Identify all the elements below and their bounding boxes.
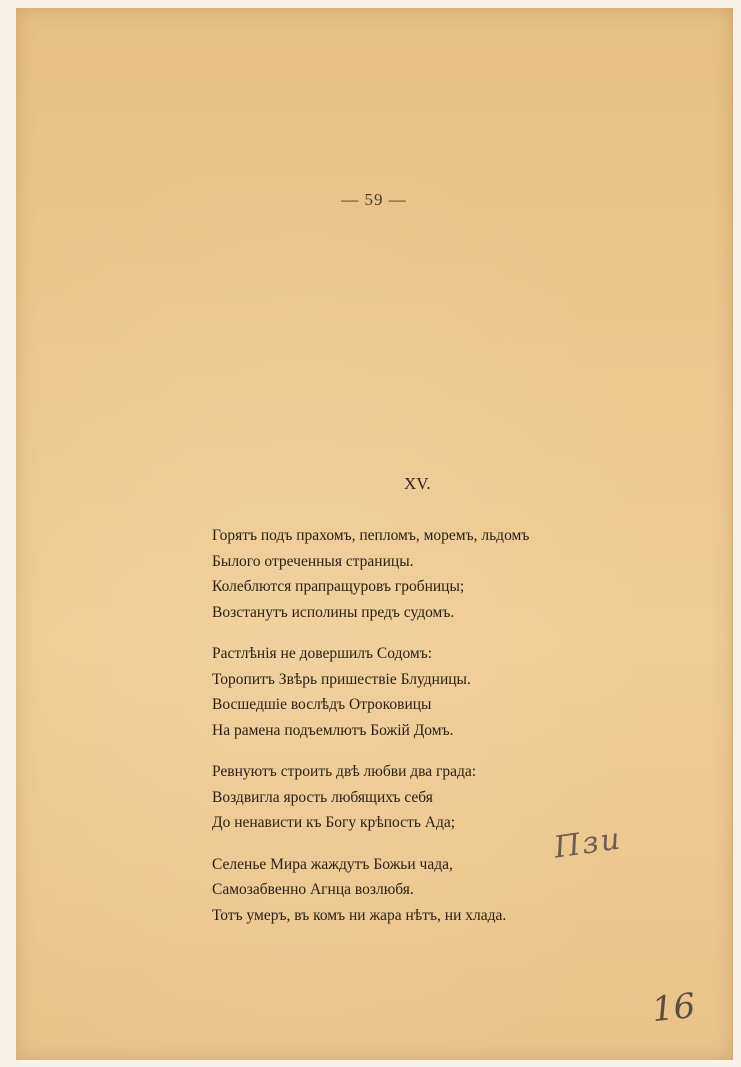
poem-line: Растлѣнія не довершилъ Содомъ: xyxy=(212,645,433,662)
poem-line: Торопитъ Звѣрь пришествіе Блудницы. xyxy=(212,670,471,688)
poem-line: Самозабвенно Агнца возлюбя. xyxy=(212,881,414,898)
poem-line: Тотъ умеръ, въ комъ ни жара нѣтъ, ни хлада. xyxy=(212,906,507,924)
stanza xyxy=(212,641,632,743)
poem-line: Воздвигла ярость любящихъ себя xyxy=(212,788,433,806)
poem-line: Ревнуютъ строить двѣ любви два града: xyxy=(212,763,477,780)
document-page xyxy=(16,8,733,1060)
poem-line: Селенье Мира жаждутъ Божьи чада, xyxy=(212,855,453,873)
poem-line: Горятъ подъ прахомъ, пепломъ, моремъ, льдомъ xyxy=(212,527,530,544)
section-number: XV. xyxy=(404,474,431,493)
poem xyxy=(212,523,632,944)
poem-line: Колеблются прапращуровъ гробницы; xyxy=(212,578,465,595)
stanza xyxy=(212,759,632,836)
poem-line: До ненависти къ Богу крѣпость Ада; xyxy=(212,814,456,831)
stanza xyxy=(212,523,632,625)
poem-line: Былого отреченныя страницы. xyxy=(212,552,414,570)
poem-line: Возстанутъ исполины предъ судомъ. xyxy=(212,603,455,621)
poem-line: Восшедшіе вослѣдъ Отроковицы xyxy=(212,696,432,713)
pencil-annotation: Пзи xyxy=(551,821,624,866)
pencil-folio-number: 16 xyxy=(650,985,698,1031)
page-number: — 59 — xyxy=(341,190,407,209)
poem-line: На рамена подъемлютъ Божій Домъ. xyxy=(212,721,454,739)
